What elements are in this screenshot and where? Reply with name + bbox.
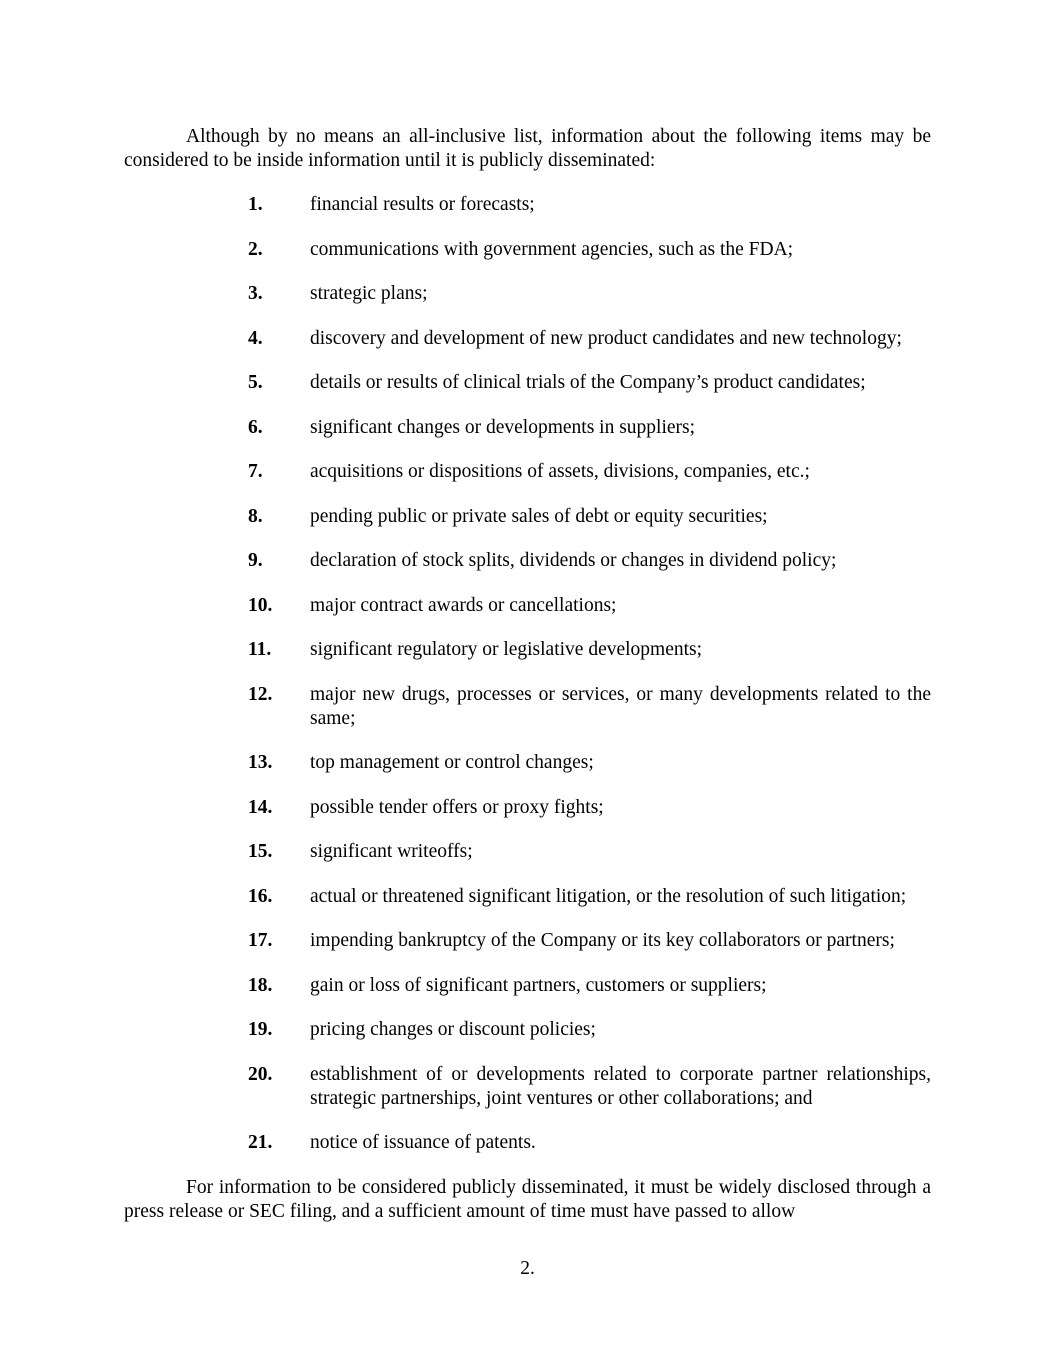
list-item bbox=[124, 282, 931, 306]
item-number: 12. bbox=[248, 683, 273, 705]
item-text: declaration of stock splits, dividends or changes in dividend policy; bbox=[310, 550, 837, 571]
item-number: 7. bbox=[248, 461, 263, 482]
list-item bbox=[124, 840, 931, 864]
item-number: 6. bbox=[248, 416, 263, 438]
item-number: 8. bbox=[248, 505, 263, 527]
list-item bbox=[124, 974, 931, 998]
item-number: 1. bbox=[248, 194, 263, 215]
item-text: financial results or forecasts; bbox=[310, 194, 535, 215]
item-number: 3. bbox=[248, 283, 263, 304]
item-number: 9. bbox=[248, 550, 263, 571]
closing-paragraph: For information to be considered publicly disseminated, it must be widely disclosed through a press release or SEC filing, and a sufficient amount of time must have passed to allow bbox=[124, 1177, 931, 1222]
item-number: 11. bbox=[248, 639, 272, 660]
item-text: pricing changes or discount policies; bbox=[310, 1019, 596, 1040]
document-page bbox=[124, 125, 931, 1224]
list-item bbox=[124, 751, 931, 775]
list-item bbox=[124, 885, 931, 909]
item-number: 15. bbox=[248, 841, 273, 862]
list-item bbox=[124, 193, 931, 217]
list-item bbox=[124, 327, 931, 351]
list-item bbox=[124, 796, 931, 820]
item-text: significant writeoffs; bbox=[310, 841, 473, 862]
list-item bbox=[124, 1018, 931, 1042]
item-text: gain or loss of significant partners, customers or suppliers; bbox=[310, 974, 767, 996]
item-number: 2. bbox=[248, 238, 263, 260]
item-number: 21. bbox=[248, 1132, 273, 1153]
item-text: major contract awards or cancellations; bbox=[310, 594, 617, 616]
item-text: communications with government agencies, such as the FDA; bbox=[310, 238, 794, 260]
list-item bbox=[124, 1131, 931, 1155]
list-item bbox=[124, 460, 931, 484]
item-text: possible tender offers or proxy fights; bbox=[310, 796, 604, 818]
list-item bbox=[124, 549, 931, 573]
item-number: 10. bbox=[248, 594, 273, 616]
item-text: strategic plans; bbox=[310, 283, 428, 304]
item-number: 17. bbox=[248, 930, 273, 951]
item-text: pending public or private sales of debt or equity securities; bbox=[310, 505, 768, 527]
item-text: actual or threatened significant litigation, or the resolution of such litigation; bbox=[310, 885, 907, 907]
item-text: major new drugs, processes or services, or many developments related to the same; bbox=[310, 683, 931, 729]
item-number: 18. bbox=[248, 974, 273, 996]
list-item bbox=[124, 238, 931, 262]
item-text: impending bankruptcy of the Company or its key collaborators or partners; bbox=[310, 930, 895, 951]
item-number: 20. bbox=[248, 1063, 273, 1085]
intro-paragraph: Although by no means an all-inclusive list, information about the following items may be considered to be inside information until it is publicly disseminated: bbox=[124, 126, 931, 171]
list-item bbox=[124, 505, 931, 529]
item-text: details or results of clinical trials of the Company’s product candidates; bbox=[310, 372, 866, 393]
item-text: top management or control changes; bbox=[310, 752, 594, 773]
item-number: 13. bbox=[248, 752, 273, 773]
page-number: 2. bbox=[520, 1258, 535, 1279]
item-text: discovery and development of new product candidates and new technology; bbox=[310, 327, 902, 349]
item-text: significant regulatory or legislative developments; bbox=[310, 639, 703, 660]
list-item bbox=[124, 416, 931, 440]
item-text: establishment of or developments related to corporate partner relationships, strategic partnerships, joint ventures or other collaborations; and bbox=[310, 1063, 931, 1109]
item-number: 14. bbox=[248, 796, 273, 818]
list-item bbox=[124, 638, 931, 662]
item-text: significant changes or developments in suppliers; bbox=[310, 416, 696, 438]
item-text: acquisitions or dispositions of assets, divisions, companies, etc.; bbox=[310, 461, 810, 482]
item-number: 5. bbox=[248, 372, 263, 393]
list-item bbox=[124, 371, 931, 395]
item-number: 4. bbox=[248, 327, 263, 349]
list-item bbox=[124, 594, 931, 618]
list-item bbox=[124, 929, 931, 953]
item-number: 19. bbox=[248, 1019, 273, 1040]
inside-information-list bbox=[124, 193, 931, 1155]
list-item bbox=[124, 1063, 931, 1111]
item-number: 16. bbox=[248, 885, 273, 907]
list-item bbox=[124, 683, 931, 731]
item-text: notice of issuance of patents. bbox=[310, 1132, 536, 1153]
